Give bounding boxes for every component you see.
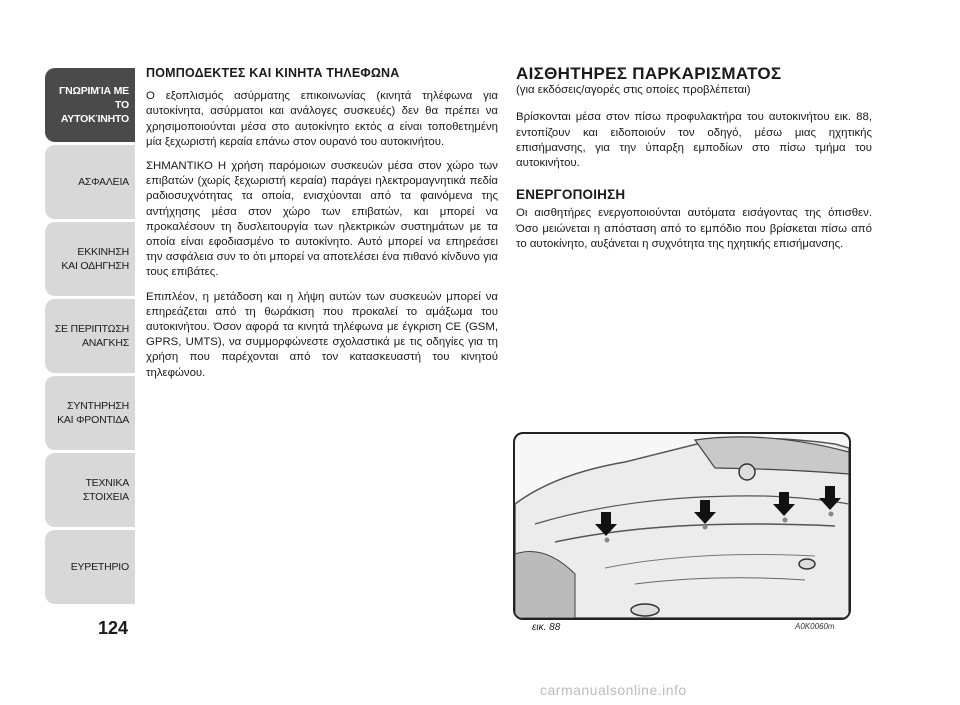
tab-starting-driving[interactable] [45,222,135,296]
paragraph: Οι αισθητήρες ενεργοποιούνται αυτόματα εισάγοντας της όπισθεν. Όσο μειώνεται η απόσταση από το εμπόδιο που βρίσκεται πίσω από το αυτοκίνητο, αυξάνεται η συχνότητα της ηχητικής επισήμανσης. [516,207,872,250]
sensor-dot [829,512,834,517]
tab-technical-data[interactable] [45,453,135,527]
tab-label: ΣΕ ΠΕΡΙΠΤΩΣΗ ΑΝΑΓΚΗΣ [54,323,129,349]
car-rear-illustration [515,434,849,618]
left-column [146,66,498,390]
sensor-dot [703,525,708,530]
tab-label: ΕΥΡΕΤΗΡΙΟ [70,561,129,573]
figure-caption: εικ. 88 [532,622,561,633]
tab-maintenance[interactable] [45,376,135,450]
main-heading-parking-sensors: ΑΙΣΘΗΤΗΡΕΣ ΠΑΡΚΑΡΙΣΜΑΤΟΣ [516,64,782,83]
tab-index[interactable] [45,530,135,604]
tab-label: ΑΣΦΑΛΕΙΑ [78,176,129,188]
tab-label: ΣΥΝΤΗΡΗΣΗ ΚΑΙ ΦΡΟΝΤΙΔΑ [57,400,129,426]
right-column [516,66,872,261]
paragraph: Βρίσκονται μέσα στον πίσω προφυλακτήρα του αυτοκινήτου εικ. 88, εντοπίζουν και ειδοποιούν τον οδηγό, μέσω μιας ηχητικής επισήμανσης, για την ύπαρξη εμποδίων στο πίσω τμήμα του αυτοκινήτου. [516,111,872,170]
page-number: 124 [98,618,129,638]
paragraph: Επιπλέον, η μετάδοση και η λήψη αυτών των συσκευών μπορεί να επηρεάζεται από τη θωράκιση που προκαλεί το αμάξωμα του αυτοκινήτου. Όσον αφορά τα κινητά τηλέφωνα με έγκριση CE (GSM, GPRS, UMTS), να συμμορφώνεστε σχολαστικά με τις οδηγίες για τη χρήση που παρέχονται από τον κατασκευαστή του κινητού τηλεφώνου. [146,290,498,379]
tab-label: ΓΝΩΡΙΜΊΑ ΜΕ ΤΟ ΑΥΤΟΚΊΝΗΤΟ [58,85,129,125]
section-heading-activation: ΕΝΕΡΓΟΠΟΙΗΣΗ [516,187,626,203]
section-heading-transceivers: ΠΟΜΠΟΔΕΚΤΕΣ ΚΑΙ ΚΙΝΗΤΑ ΤΗΛΕΦΩΝΑ [146,66,400,80]
figure-code: A0K0060m [795,622,835,631]
tab-label: ΤΕΧΝΙΚΑ ΣΤΟΙΧΕΙΑ [82,477,129,503]
chapter-tabs [45,68,135,607]
rear-bumper-figure [513,432,851,620]
sensor-dot [605,538,610,543]
paragraph: ΣΗΜΑΝΤΙΚΟ Η χρήση παρόμοιων συσκευών μέσα στον χώρο των επιβατών (χωρίς ξεχωριστή κεραία) παράγει ηλεκτρομαγνητικά πεδία ραδιοσυχνότητας τα οποία, ενισχύονται από τα φαινόμενα της αντήχησης μέσα στον χώρο των επιβατών, και μπορεί να προκαλέσουν τη δυσλειτουργία των ηλεκτρικών συστημάτων με τα οποία είναι εφοδιασμένο το αυτοκίνητο. Αυτό μπορεί να επηρεάσει την ασφάλεια συν το ότι μπορεί να αποτελέσει ένα πιθανό κίνδυνο για τους επιβάτες. [146,160,498,279]
sensor-dot [783,518,788,523]
tab-getting-to-know-car[interactable] [45,68,135,142]
tab-safety[interactable] [45,145,135,219]
tab-label: ΕΚΚΙΝΗΣΗ ΚΑΙ ΟΔΗΓΗΣΗ [61,246,129,272]
watermark-text: carmanualsonline.info [540,682,687,698]
availability-note: (για εκδόσεις/αγορές στις οποίες προβλέπεται) [516,84,751,97]
paragraph: Ο εξοπλισμός ασύρματης επικοινωνίας (κινητά τηλέφωνα για αυτοκίνητα, ασύρματοι και ανάλογες συσκευές) δεν θα πρέπει να χρησιμοποιούνται μέσα στο αυτοκίνητο εκτός α είναι τοποθετημένη μία ξεχωριστή κεραία επάνω στον ουρανό του αυτοκινήτου. [146,90,498,148]
tab-emergency[interactable] [45,299,135,373]
